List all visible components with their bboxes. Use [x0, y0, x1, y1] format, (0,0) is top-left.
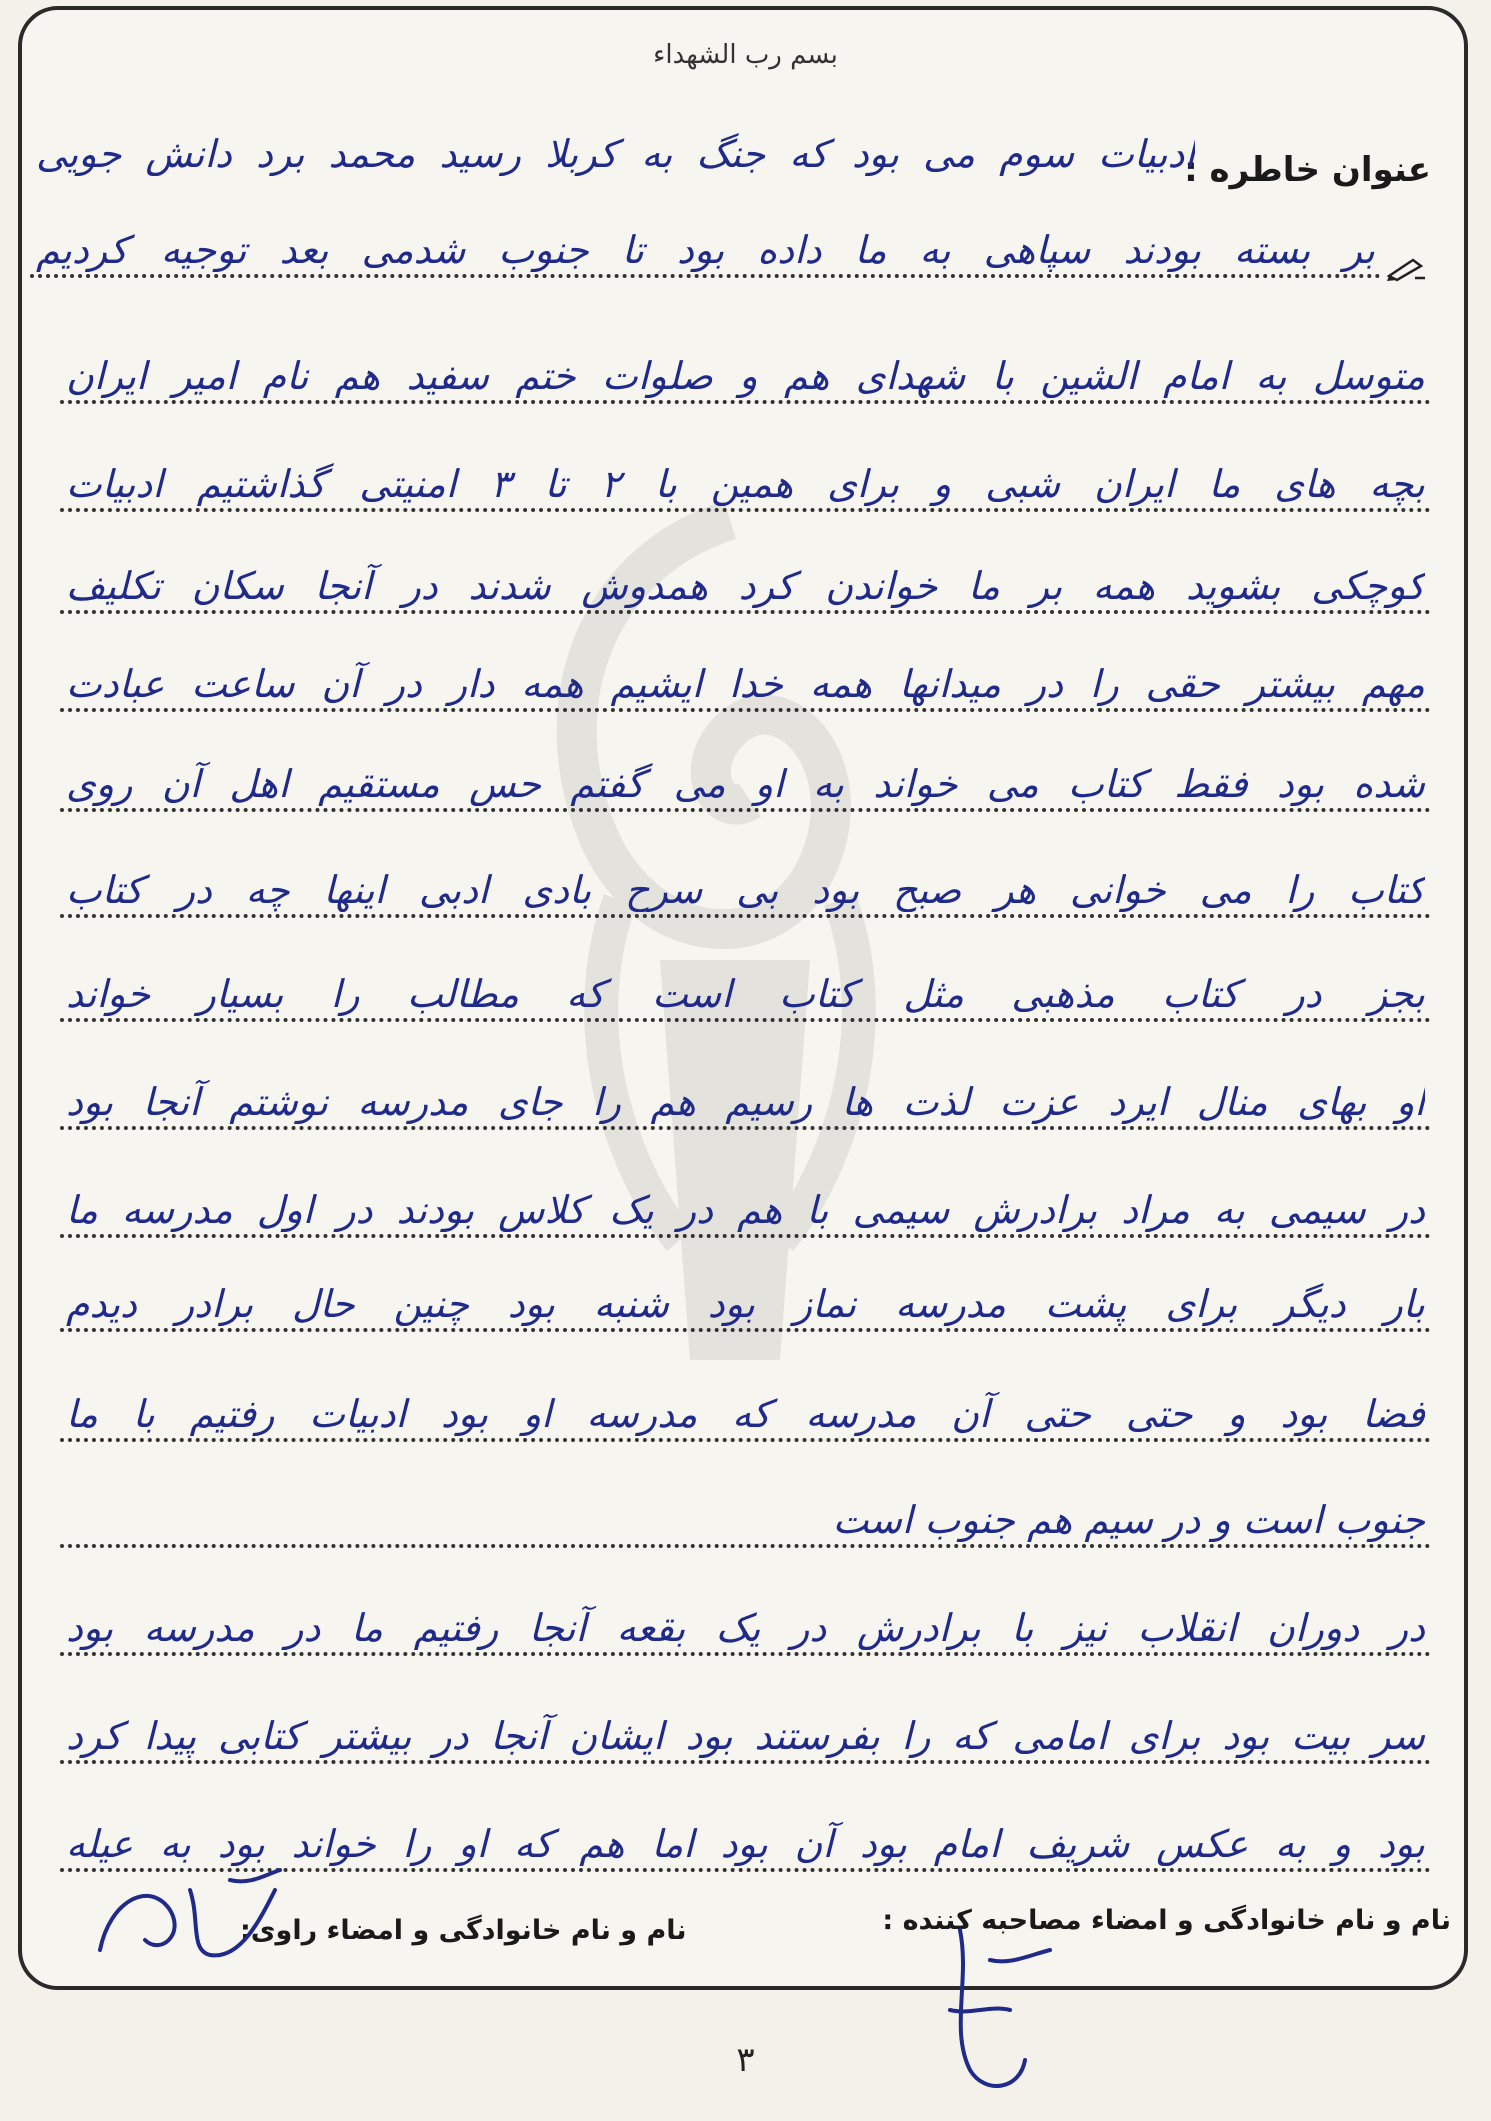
- interviewer-signature-label: نام و نام خانوادگی و امضاء مصاحبه کننده :: [882, 1905, 1451, 1936]
- memo-line-14: [60, 1496, 1431, 1556]
- dotted-rule: [60, 1760, 1431, 1764]
- memo-line-12: [60, 1280, 1431, 1340]
- handwritten-text: بجز در کتاب مذهبی مثل کتاب است که مطالب را بسیار خواند: [66, 972, 1425, 1016]
- memo-line-4: [60, 460, 1431, 520]
- handwritten-text: او بهای منال ایرد عزت لذت ها رسیم هم را جای مدرسه نوشتم آنجا بود: [66, 1080, 1425, 1124]
- dotted-rule: [60, 400, 1431, 404]
- handwritten-text: متوسل به امام الشین با شهدای هم و صلوات ختم سفید هم نام امیر ایران: [66, 354, 1425, 398]
- handwritten-text: شده بود فقط کتاب می خواند به او می گفتم حس مستقیم اهل آن روی: [66, 762, 1425, 806]
- memo-line-1: [30, 130, 1201, 190]
- dotted-rule: [60, 808, 1431, 812]
- memo-line-3: [60, 352, 1431, 412]
- memo-line-6: [60, 660, 1431, 720]
- dotted-rule: [60, 508, 1431, 512]
- dotted-rule: [60, 1328, 1431, 1332]
- memo-line-16: [60, 1712, 1431, 1772]
- dotted-rule: [30, 274, 1381, 278]
- memo-line-8: [60, 866, 1431, 926]
- handwritten-text: بچه های ما ایران شبی و برای همین با ۲ تا ۳ امنیتی گذاشتیم ادبیات: [66, 462, 1425, 506]
- pencil-icon: [1385, 254, 1427, 282]
- handwritten-text: بود و به عکس شریف امام بود آن بود اما هم که او را خواند بود به عیله: [66, 1822, 1425, 1866]
- memo-line-2: [30, 226, 1381, 286]
- handwritten-text: بر بسته بودند سپاهی به ما داده بود تا جنوب شدمی بعد توجیه کردیم: [36, 228, 1375, 272]
- dotted-rule: [60, 708, 1431, 712]
- narrator-signature: [90, 1860, 290, 1970]
- memo-line-11: [60, 1186, 1431, 1246]
- dotted-rule: [60, 610, 1431, 614]
- handwritten-text: کتاب را می خوانی هر صبح بود بی سرح بادی ادبی اینها چه در کتاب: [66, 868, 1425, 912]
- handwritten-text: جنوب است و در سیم هم جنوب است: [832, 1498, 1425, 1542]
- dotted-rule: [60, 1018, 1431, 1022]
- memo-title-label: عنوان خاطره :: [1184, 150, 1431, 190]
- memo-line-15: [60, 1604, 1431, 1664]
- handwritten-text: ادبیات سوم می بود که جنگ به کربلا رسید محمد برد دانش جویی: [36, 132, 1195, 176]
- memo-line-13: [60, 1390, 1431, 1450]
- handwritten-text: در سیمی به مراد برادرش سیمی با هم در یک کلاس بودند در اول مدرسه ما: [66, 1188, 1425, 1232]
- dotted-rule: [60, 1126, 1431, 1130]
- dotted-rule: [60, 1234, 1431, 1238]
- dotted-rule: [60, 1544, 1431, 1548]
- header-title: بسم رب الشهداء: [653, 40, 838, 70]
- dotted-rule: [60, 914, 1431, 918]
- dotted-rule: [60, 1652, 1431, 1656]
- handwritten-text: بار دیگر برای پشت مدرسه نماز بود شنبه بود چنین حال برادر دیدم: [66, 1282, 1425, 1326]
- memo-line-9: [60, 970, 1431, 1030]
- memo-line-5: [60, 562, 1431, 622]
- handwritten-text: در دوران انقلاب نیز با برادرش در یک بقعه آنجا رفتیم ما در مدرسه بود: [66, 1606, 1425, 1650]
- memo-line-7: [60, 760, 1431, 820]
- handwritten-text: کوچکی بشوید همه بر ما خواندن کرد همدوش شدند در آنجا سکان تکلیف: [66, 564, 1425, 608]
- handwritten-text: سر بیت بود برای امامی که را بفرستند بود ایشان آنجا در بیشتر کتابی پیدا کرد: [66, 1714, 1425, 1758]
- memo-line-10: [60, 1078, 1431, 1138]
- dotted-rule: [60, 1438, 1431, 1442]
- narrator-signature-label: نام و نام خانوادگی و امضاء راوی:: [240, 1915, 687, 1946]
- handwritten-text: فضا بود و حتی حتی آن مدرسه که مدرسه او بود ادبیات رفتیم با ما: [66, 1392, 1425, 1436]
- handwritten-text: مهم بیشتر حقی را در میدانها همه خدا ایشیم همه دار در آن ساعت عبادت: [66, 662, 1425, 706]
- page-number: ٣: [736, 2040, 755, 2080]
